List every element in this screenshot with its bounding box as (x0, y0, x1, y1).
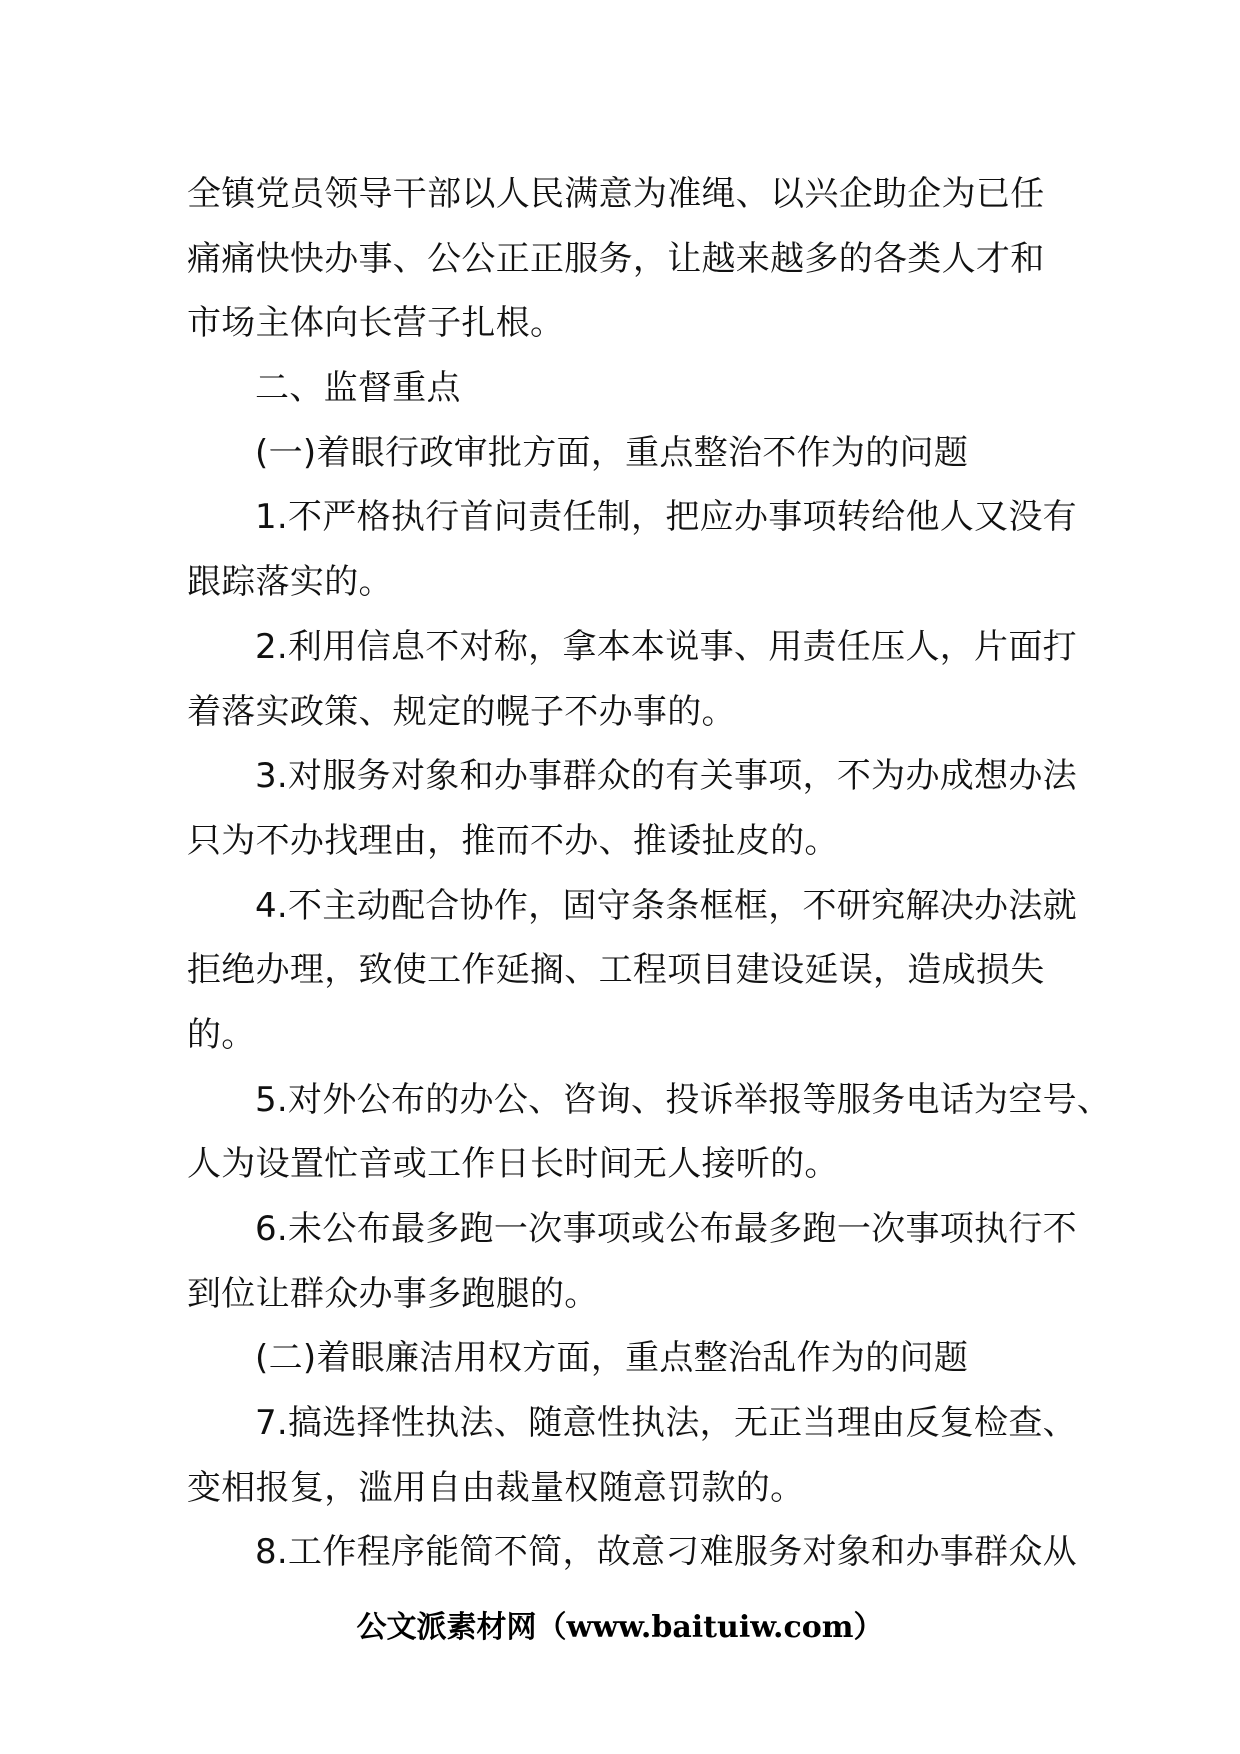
text-line: 3.对服务对象和办事群众的有关事项，不为办成想办法 (255, 756, 1077, 797)
text-line: 2.利用信息不对称，拿本本说事、用责任压人，片面打 (255, 626, 1077, 667)
text-line: 的。 (187, 1014, 256, 1055)
text-line: 1.不严格执行首问责任制，把应办事项转给他人又没有 (255, 497, 1077, 538)
text-line: 二、监督重点 (255, 368, 461, 409)
body-text (187, 162, 1112, 1585)
footer-watermark: 公文派素材网（www.baituiw.com） (356, 1610, 884, 1645)
text-line: 市场主体向长营子扎根。 (187, 303, 565, 344)
text-line: 全镇党员领导干部以人民满意为准绳、以兴企助企为已任 (187, 174, 1045, 214)
text-line: (一)着眼行政审批方面，重点整治不作为的问题 (255, 432, 969, 473)
text-line: 到位让群众办事多跑腿的。 (187, 1273, 599, 1314)
text-line: 着落实政策、规定的幌子不办事的。 (187, 691, 736, 732)
text-line: 5.对外公布的办公、咨询、投诉举报等服务电话为空号、 (255, 1079, 1112, 1120)
text-line: 只为不办找理由，推而不办、推诿扯皮的。 (187, 820, 839, 861)
text-line: 痛痛快快办事、公公正正服务，让越来越多的各类人才和 (187, 238, 1045, 279)
text-line: 4.不主动配合协作，固守条条框框，不研究解决办法就 (255, 885, 1077, 926)
text-line: 6.未公布最多跑一次事项或公布最多跑一次事项执行不 (255, 1209, 1077, 1249)
text-line: (二)着眼廉洁用权方面，重点整治乱作为的问题 (255, 1338, 969, 1379)
text-line: 8.工作程序能简不简，故意刁难服务对象和办事群众从 (255, 1532, 1077, 1573)
text-line: 7.搞选择性执法、随意性执法，无正当理由反复检查、 (255, 1403, 1077, 1444)
text-line: 跟踪落实的。 (187, 562, 393, 603)
text-line: 人为设置忙音或工作日长时间无人接听的。 (187, 1144, 839, 1185)
text-line: 拒绝办理，致使工作延搁、工程项目建设延误，造成损失 (187, 950, 1045, 991)
text-line: 变相报复，滥用自由裁量权随意罚款的。 (187, 1467, 805, 1508)
